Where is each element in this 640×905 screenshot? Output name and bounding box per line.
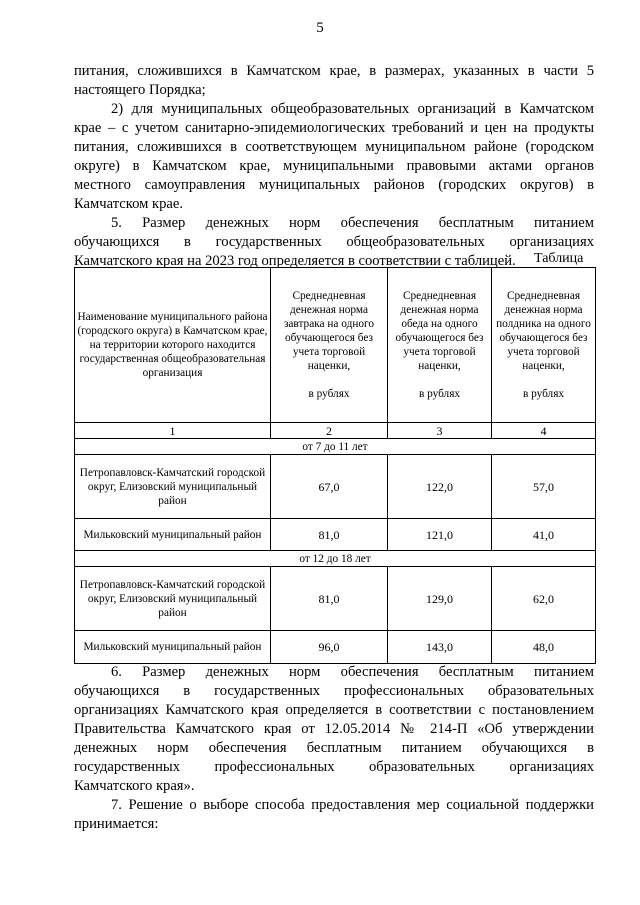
text-line: обучающихся в государственных общеобразовательных организациях [74,234,594,250]
text-line: организациях Камчатского края определяется в соответствии с постановлением [74,702,594,718]
header-breakfast: Среднедневная денежная норма завтрака на одного обучающегося без учета торговой наценки, в рублях [271,268,388,423]
breakfast-value: 96,0 [271,631,388,664]
district-name: Мильковский муниципальный район [75,519,271,551]
text-line: 7. Решение о выборе способа предоставления мер социальной поддержки [111,797,594,813]
text-line: питания, сложившихся в соответствующем муниципальном районе (городском [74,139,594,155]
col-number: 3 [388,423,492,439]
breakfast-value: 67,0 [271,455,388,519]
text-line: Правительства Камчатского края от 12.05.2014 № 214-П «Об утверждении [74,721,594,737]
unit-label: в рублях [418,388,461,400]
breakfast-value: 81,0 [271,519,388,551]
header-lunch: Среднедневная денежная норма обеда на одного обучающегося без учета торговой наценки, в рублях [388,268,492,423]
nutrition-norms-table [74,267,596,664]
table-row [75,567,596,631]
age-group-label: от 7 до 11 лет [75,439,596,455]
text-line: местного самоуправления муниципальных районов (городских округов) в [74,177,594,193]
page-number: 5 [316,20,324,36]
table-row [75,631,596,664]
text-line: Камчатского края». [74,778,195,794]
column-number-row [75,423,596,439]
col-number: 2 [271,423,388,439]
unit-label: в рублях [308,388,350,400]
text-line: принимается: [74,816,159,832]
text-line: денежных норм обеспечения бесплатным питанием обучающихся в [74,740,594,756]
snack-value: 41,0 [492,519,596,551]
district-name: Петропавловск-Камчатский городской округ, Елизовский муниципальный район [75,455,271,519]
table-caption: Таблица [534,251,584,266]
table-row [75,519,596,551]
lunch-value: 129,0 [388,567,492,631]
breakfast-value: 81,0 [271,567,388,631]
text-line: обучающихся в государственных профессиональных образовательных [74,683,594,699]
text-line: округе) в Камчатском крае, муниципальными правовыми актами органов [74,158,594,174]
text-line: питания, сложившихся в Камчатском крае, в размерах, указанных в части 5 [74,63,594,79]
lunch-value: 121,0 [388,519,492,551]
text-line: государственных профессиональных образовательных организациях [74,759,594,775]
text-line: 2) для муниципальных общеобразовательных организаций в Камчатском [111,101,594,117]
header-snack: Среднедневная денежная норма полдника на одного обучающегося без учета торговой наценки, в рублях [492,268,596,423]
district-name: Петропавловск-Камчатский городской округ, Елизовский муниципальный район [75,567,271,631]
col-number: 1 [75,423,271,439]
col-number: 4 [492,423,596,439]
header-district: Наименование муниципального района (городского округа) в Камчатском крае, на территории которого находится государственная общеобразовательная организация [75,268,271,423]
text-line: настоящего Порядка; [74,82,206,98]
lunch-value: 143,0 [388,631,492,664]
group-row [75,439,596,455]
snack-value: 48,0 [492,631,596,664]
text-line: Камчатского края на 2023 год определяется в соответствии с таблицей. [74,253,516,269]
text-line: 5. Размер денежных норм обеспечения бесплатным питанием [111,215,594,231]
group-row [75,551,596,567]
text-line: крае – с учетом санитарно-эпидемиологических требований и цен на продукты [74,120,594,136]
table-row [75,455,596,519]
text-line: Камчатском крае. [74,196,183,212]
district-name: Мильковский муниципальный район [75,631,271,664]
unit-label: в рублях [522,388,565,400]
age-group-label: от 12 до 18 лет [75,551,596,567]
table-header-row [75,268,596,423]
snack-value: 57,0 [492,455,596,519]
text-line: 6. Размер денежных норм обеспечения бесплатным питанием [111,664,594,680]
snack-value: 62,0 [492,567,596,631]
lunch-value: 122,0 [388,455,492,519]
